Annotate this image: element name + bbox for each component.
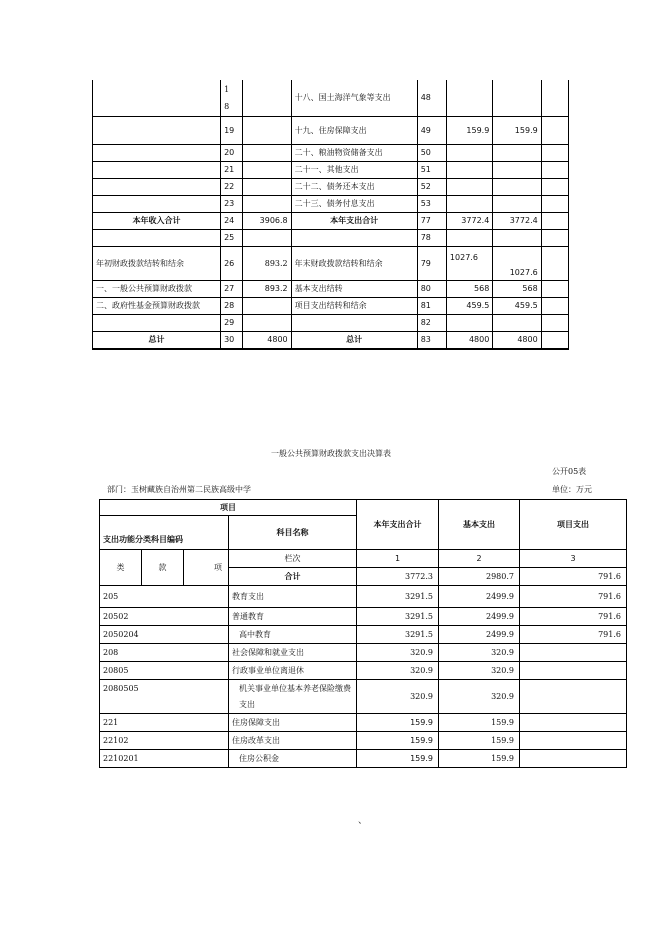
total-value: 159.9 [357, 750, 439, 768]
table-row [93, 314, 569, 331]
basic-value: 2499.9 [439, 626, 520, 644]
table-title: 一般公共预算财政拨款支出决算表 [271, 449, 391, 458]
value-cell-1 [446, 161, 492, 178]
blank-cell [541, 229, 568, 246]
right-number-cell: 49 [417, 116, 446, 144]
right-label-cell: 二十二、债务还本支出 [291, 178, 417, 195]
left-value-cell: 893.2 [243, 280, 291, 297]
table-row [93, 144, 569, 161]
project-value: 791.6 [520, 586, 627, 608]
value-cell-1: 459.5 [446, 297, 492, 314]
function-code-header: 支出功能分类科目编码 [100, 516, 229, 550]
table-row [100, 714, 627, 732]
value-cell-1: 1027.6 [446, 246, 492, 280]
blank-cell [541, 280, 568, 297]
basic-value: 159.9 [439, 750, 520, 768]
value-cell-2: 459.5 [493, 297, 541, 314]
left-value-cell [243, 229, 291, 246]
column-3-label: 3 [520, 550, 627, 568]
left-label-cell [93, 229, 221, 246]
left-label-cell: 一、一般公共预算财政拨款 [93, 280, 221, 297]
table-row [93, 280, 569, 297]
right-label-cell [291, 314, 417, 331]
subject-name: 住房保障支出 [229, 714, 357, 732]
right-number-cell: 83 [417, 331, 446, 349]
row-number-cell: 1 8 [221, 80, 243, 116]
row-number-cell: 21 [221, 161, 243, 178]
right-number-cell: 53 [417, 195, 446, 212]
row-number-cell: 29 [221, 314, 243, 331]
row-number-cell: 26 [221, 246, 243, 280]
right-label-cell [291, 229, 417, 246]
left-label-cell [93, 178, 221, 195]
value-cell-2: 4800 [493, 331, 541, 349]
basic-value: 320.9 [439, 680, 520, 714]
total-value: 159.9 [357, 732, 439, 750]
value-cell-1 [446, 178, 492, 195]
table-row [100, 626, 627, 644]
subject-name-header: 科目名称 [229, 516, 357, 550]
value-cell-1: 3772.4 [446, 212, 492, 229]
right-label-cell: 十八、国土海洋气象等支出 [291, 80, 417, 116]
right-number-cell: 80 [417, 280, 446, 297]
blank-cell [541, 161, 568, 178]
blank-cell [541, 144, 568, 161]
basic-value: 159.9 [439, 732, 520, 750]
subject-name: 高中教育 [229, 626, 357, 644]
table-row [93, 212, 569, 229]
project-value [520, 732, 627, 750]
value-cell-2 [493, 144, 541, 161]
function-code: 2210201 [100, 750, 229, 768]
income-expense-summary-table [92, 80, 569, 350]
function-code: 208 [100, 644, 229, 662]
table-row [93, 116, 569, 144]
department-label: 部门：玉树藏族自治州第二民族高级中学 [107, 485, 251, 494]
value-cell-1 [446, 80, 492, 116]
value-cell-1: 159.9 [446, 116, 492, 144]
left-label-cell [93, 195, 221, 212]
project-header: 项目支出 [520, 500, 627, 550]
project-value [520, 662, 627, 680]
left-value-cell [243, 178, 291, 195]
blank-cell [541, 314, 568, 331]
income-total-label: 本年收入合计 [93, 212, 221, 229]
subject-name: 社会保障和就业支出 [229, 644, 357, 662]
right-label-cell: 二十、粮油物资储备支出 [291, 144, 417, 161]
table-row [100, 608, 627, 626]
expense-total-label: 本年支出合计 [291, 212, 417, 229]
left-value-cell [243, 161, 291, 178]
value-cell-1 [446, 314, 492, 331]
table-row [93, 246, 569, 280]
table-row [93, 297, 569, 314]
right-label-cell: 二十三、债务付息支出 [291, 195, 417, 212]
left-label-cell [93, 161, 221, 178]
blank-cell [541, 116, 568, 144]
project-value [520, 714, 627, 732]
right-number-cell: 51 [417, 161, 446, 178]
column-2-label: 2 [439, 550, 520, 568]
blank-cell [541, 80, 568, 116]
blank-cell [541, 212, 568, 229]
function-code: 2050204 [100, 626, 229, 644]
table-row [93, 195, 569, 212]
project-value [520, 644, 627, 662]
right-number-cell: 48 [417, 80, 446, 116]
row-number-cell: 19 [221, 116, 243, 144]
value-cell-1: 568 [446, 280, 492, 297]
left-value-cell [243, 80, 291, 116]
kuan-header: 款 [142, 550, 184, 586]
left-label-cell [93, 314, 221, 331]
subject-name: 住房改革支出 [229, 732, 357, 750]
table-row [93, 229, 569, 246]
expenditure-table [99, 499, 627, 768]
function-code: 20805 [100, 662, 229, 680]
right-number-cell: 81 [417, 297, 446, 314]
subject-name: 机关事业单位基本养老保险缴费支出 [229, 680, 357, 714]
project-value [520, 680, 627, 714]
blank-cell [541, 178, 568, 195]
left-value-cell [243, 314, 291, 331]
function-code: 22102 [100, 732, 229, 750]
total-value: 3291.5 [357, 586, 439, 608]
footer-mark: 、 [358, 816, 368, 826]
basic-value: 320.9 [439, 644, 520, 662]
function-code: 221 [100, 714, 229, 732]
value-cell-1: 4800 [446, 331, 492, 349]
table-row [93, 80, 569, 116]
value-cell-1 [446, 229, 492, 246]
value-cell-2 [493, 80, 541, 116]
function-code: 205 [100, 586, 229, 608]
total-value: 320.9 [357, 662, 439, 680]
row-number-cell: 23 [221, 195, 243, 212]
subject-name: 普通教育 [229, 608, 357, 626]
blank-cell [541, 195, 568, 212]
value-cell-2 [493, 178, 541, 195]
xiang-header: 项 [184, 550, 229, 586]
right-number-cell: 82 [417, 314, 446, 331]
grand-total-label: 总计 [93, 331, 221, 349]
row-number-cell: 27 [221, 280, 243, 297]
value-cell-1 [446, 144, 492, 161]
grand-total-label: 总计 [291, 331, 417, 349]
table-row [93, 331, 569, 349]
left-value-cell: 893.2 [243, 246, 291, 280]
right-label-cell: 二十一、其他支出 [291, 161, 417, 178]
subject-name: 行政事业单位离退休 [229, 662, 357, 680]
sum-basic: 2980.7 [439, 568, 520, 586]
left-value-cell [243, 195, 291, 212]
right-label-cell: 项目支出结转和结余 [291, 297, 417, 314]
value-cell-1 [446, 195, 492, 212]
value-cell-2 [493, 314, 541, 331]
sum-total: 3772.3 [357, 568, 439, 586]
right-number-cell: 78 [417, 229, 446, 246]
table-row [100, 732, 627, 750]
basic-value: 2499.9 [439, 608, 520, 626]
blank-cell [541, 331, 568, 349]
total-header: 本年支出合计 [357, 500, 439, 550]
basic-value: 159.9 [439, 714, 520, 732]
right-number-cell: 50 [417, 144, 446, 161]
table-row [100, 644, 627, 662]
table-row [100, 662, 627, 680]
function-code: 2080505 [100, 680, 229, 714]
item-header: 项目 [100, 500, 357, 516]
left-value-cell [243, 297, 291, 314]
unit-label: 单位：万元 [552, 485, 592, 494]
sum-label: 合计 [229, 568, 357, 586]
total-value: 159.9 [357, 714, 439, 732]
project-value: 791.6 [520, 626, 627, 644]
left-value-cell: 3906.8 [243, 212, 291, 229]
right-number-cell: 79 [417, 246, 446, 280]
left-label-cell [93, 144, 221, 161]
lei-header: 类 [100, 550, 142, 586]
table-row [93, 178, 569, 195]
basic-header: 基本支出 [439, 500, 520, 550]
value-cell-2: 3772.4 [493, 212, 541, 229]
total-value: 3291.5 [357, 626, 439, 644]
project-value: 791.6 [520, 608, 627, 626]
table-row [100, 586, 627, 608]
row-number-cell: 30 [221, 331, 243, 349]
right-label-cell: 十九、住房保障支出 [291, 116, 417, 144]
right-number-cell: 52 [417, 178, 446, 195]
basic-value: 320.9 [439, 662, 520, 680]
row-number-cell: 28 [221, 297, 243, 314]
subject-name: 教育支出 [229, 586, 357, 608]
row-number-cell: 24 [221, 212, 243, 229]
table-row [100, 750, 627, 768]
value-cell-2: 1027.6 [493, 246, 541, 280]
left-label-cell: 年初财政拨款结转和结余 [93, 246, 221, 280]
row-number-cell: 20 [221, 144, 243, 161]
left-value-cell [243, 144, 291, 161]
left-label-cell [93, 80, 221, 116]
blank-cell [541, 246, 568, 280]
right-label-cell: 基本支出结转 [291, 280, 417, 297]
left-value-cell [243, 116, 291, 144]
function-code: 20502 [100, 608, 229, 626]
row-number-cell: 25 [221, 229, 243, 246]
column-1-label: 1 [357, 550, 439, 568]
subject-name: 住房公积金 [229, 750, 357, 768]
right-label-cell: 年末财政拨款结转和结余 [291, 246, 417, 280]
form-number: 公开05表 [552, 467, 587, 476]
value-cell-2: 568 [493, 280, 541, 297]
left-label-cell: 二、政府性基金预算财政拨款 [93, 297, 221, 314]
right-number-cell: 77 [417, 212, 446, 229]
project-value [520, 750, 627, 768]
total-value: 320.9 [357, 680, 439, 714]
value-cell-2 [493, 229, 541, 246]
total-value: 3291.5 [357, 608, 439, 626]
column-number-label: 栏次 [229, 550, 357, 568]
row-number-cell: 22 [221, 178, 243, 195]
total-value: 320.9 [357, 644, 439, 662]
sum-project: 791.6 [520, 568, 627, 586]
blank-cell [541, 297, 568, 314]
value-cell-2 [493, 195, 541, 212]
left-label-cell [93, 116, 221, 144]
basic-value: 2499.9 [439, 586, 520, 608]
table-row [93, 161, 569, 178]
value-cell-2 [493, 161, 541, 178]
left-value-cell: 4800 [243, 331, 291, 349]
table-row [100, 680, 627, 714]
value-cell-2: 159.9 [493, 116, 541, 144]
